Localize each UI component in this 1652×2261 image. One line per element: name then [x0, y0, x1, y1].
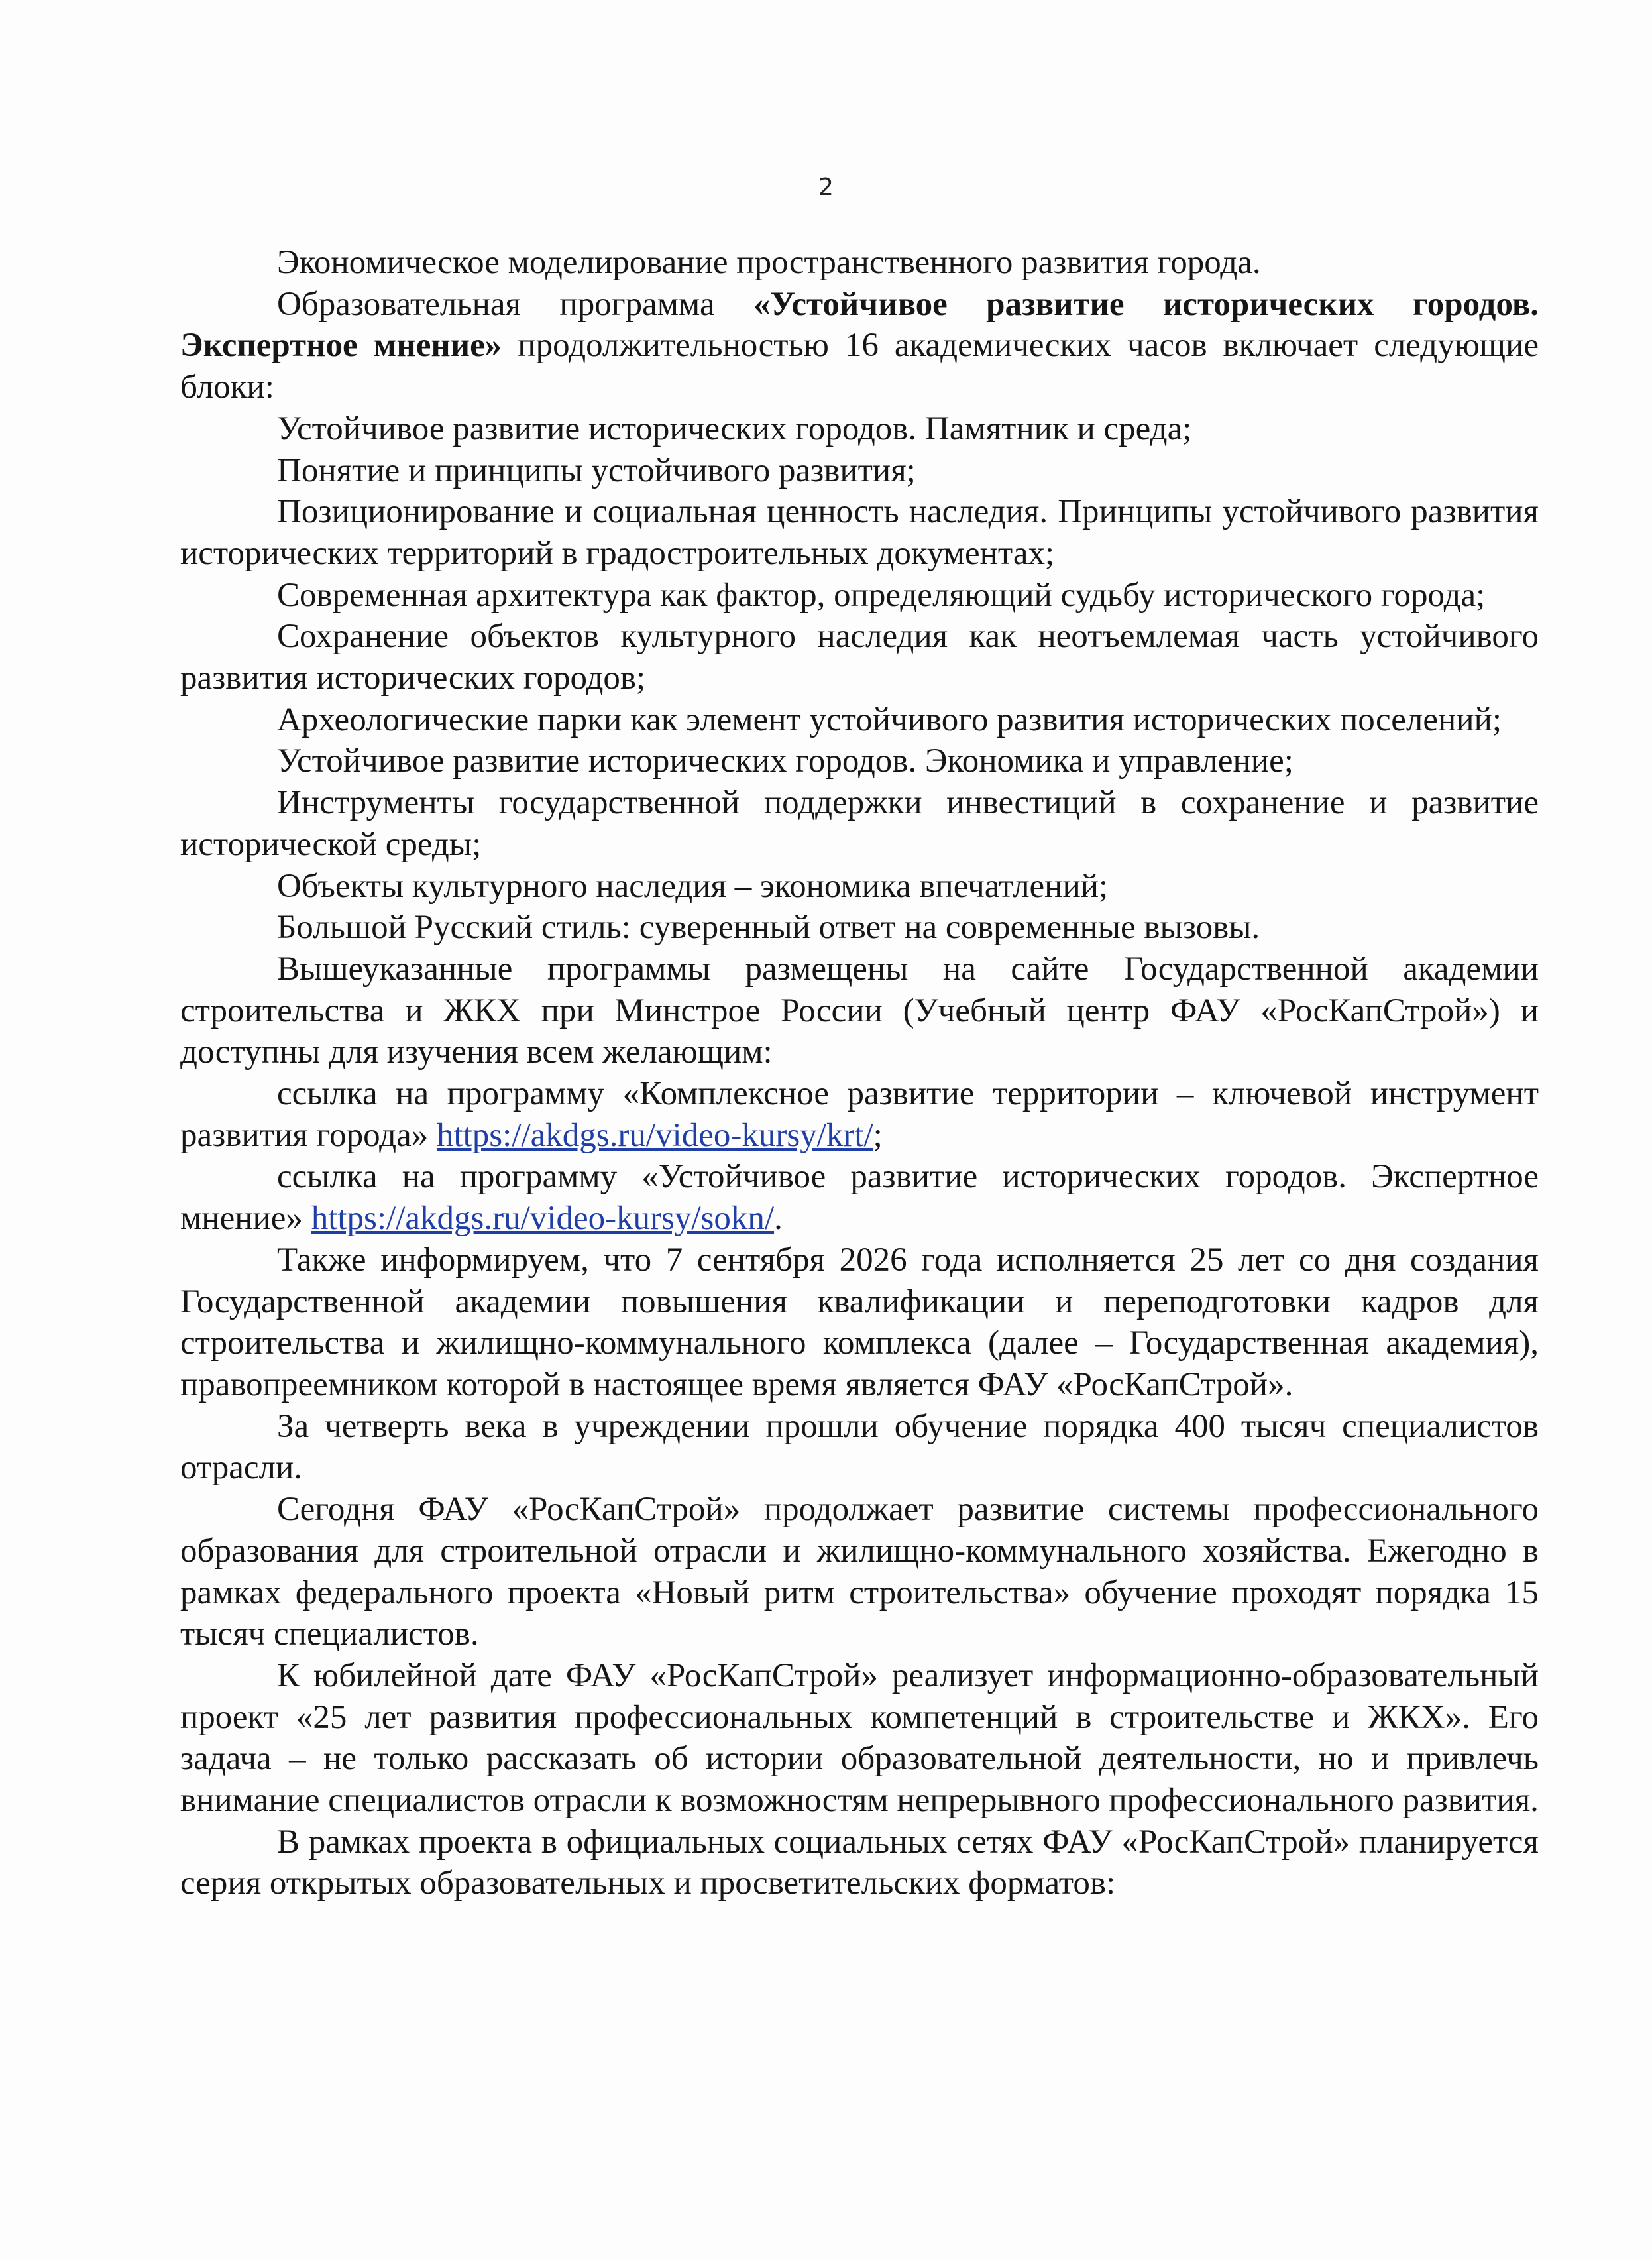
- list-item: Современная архитектура как фактор, определяющий судьбу исторического города;: [277, 576, 1486, 614]
- sokn-program-link[interactable]: https://akdgs.ru/video-kursy/sokn/: [311, 1200, 775, 1238]
- list-item: Археологические парки как элемент устойчивого развития исторических поселений;: [277, 701, 1502, 738]
- paragraph: [180, 1073, 1539, 1156]
- paragraph-text: ссылка на программу «Комплексное развитие территории – ключевой инструмент развития города»: [180, 1075, 1539, 1154]
- list-item: Объекты культурного наследия – экономика впечатлений;: [277, 867, 1109, 905]
- paragraph: [180, 284, 1539, 408]
- list-item: Позиционирование и социальная ценность наследия. Принципы устойчивого развития исторических территорий в градостроительных документах;: [180, 493, 1539, 572]
- paragraph: Экономическое моделирование пространственного развития города.: [277, 244, 1261, 281]
- list-item: Инструменты государственной поддержки инвестиций в сохранение и развитие исторической среды;: [180, 784, 1539, 863]
- paragraph-text: ссылка на программу «Устойчивое развитие исторических городов. Экспертное мнение»: [180, 1158, 1539, 1238]
- paragraph-text: .: [774, 1200, 783, 1238]
- paragraph-text: ;: [873, 1116, 883, 1154]
- paragraph: Также информируем, что 7 сентября 2026 года исполняется 25 лет со дня создания Государственной академии повышения квалификации и переподготовки кадров для строительства и жилищно-коммунального комплекса (далее – Государственная академия), правопреемником которой в настоящее время является ФАУ «РосКапСтрой».: [180, 1241, 1539, 1403]
- page-number: 2: [818, 174, 834, 201]
- paragraph: В рамках проекта в официальных социальных сетях ФАУ «РосКапСтрой» планируется серия открытых образовательных и просветительских форматов:: [180, 1823, 1539, 1902]
- document-body: [180, 242, 1539, 1904]
- list-item: Большой Русский стиль: суверенный ответ на современные вызовы.: [277, 909, 1260, 947]
- program-title-bold: «Устойчивое развитие исторических городов. Экспертное мнение»: [180, 285, 1539, 365]
- krt-program-link[interactable]: https://akdgs.ru/video-kursy/krt/: [436, 1116, 873, 1154]
- paragraph-text: Образовательная программа: [277, 285, 753, 323]
- paragraph: [180, 1156, 1539, 1239]
- list-item: Понятие и принципы устойчивого развития;: [277, 451, 916, 489]
- paragraph-text: продолжительностью 16 академических часов включает следующие блоки:: [180, 327, 1539, 406]
- list-item: Сохранение объектов культурного наследия как неотъемлемая часть устойчивого развития исторических городов;: [180, 618, 1539, 697]
- paragraph: Сегодня ФАУ «РосКапСтрой» продолжает развитие системы профессионального образования для строительной отрасли и жилищно-коммунального хозяйства. Ежегодно в рамках федерального проекта «Новый ритм строительства» обучение проходят порядка 15 тысяч специалистов.: [180, 1491, 1539, 1653]
- list-item: Устойчивое развитие исторических городов. Экономика и управление;: [277, 742, 1294, 780]
- paragraph: Вышеуказанные программы размещены на сайте Государственной академии строительства и ЖКХ при Минстрое России (Учебный центр ФАУ «РосКапСтрой») и доступны для изучения всем желающим:: [180, 950, 1539, 1071]
- paragraph: К юбилейной дате ФАУ «РосКапСтрой» реализует информационно-образовательный проект «25 лет развития профессиональных компетенций в строительстве и ЖКХ». Его задача – не только рассказать об истории образовательной деятельности, но и привлечь внимание специалистов отрасли к возможностям непрерывного профессионального развития.: [180, 1656, 1539, 1820]
- list-item: Устойчивое развитие исторических городов. Памятник и среда;: [277, 410, 1192, 447]
- paragraph: За четверть века в учреждении прошли обучение порядка 400 тысяч специалистов отрасли.: [180, 1407, 1539, 1487]
